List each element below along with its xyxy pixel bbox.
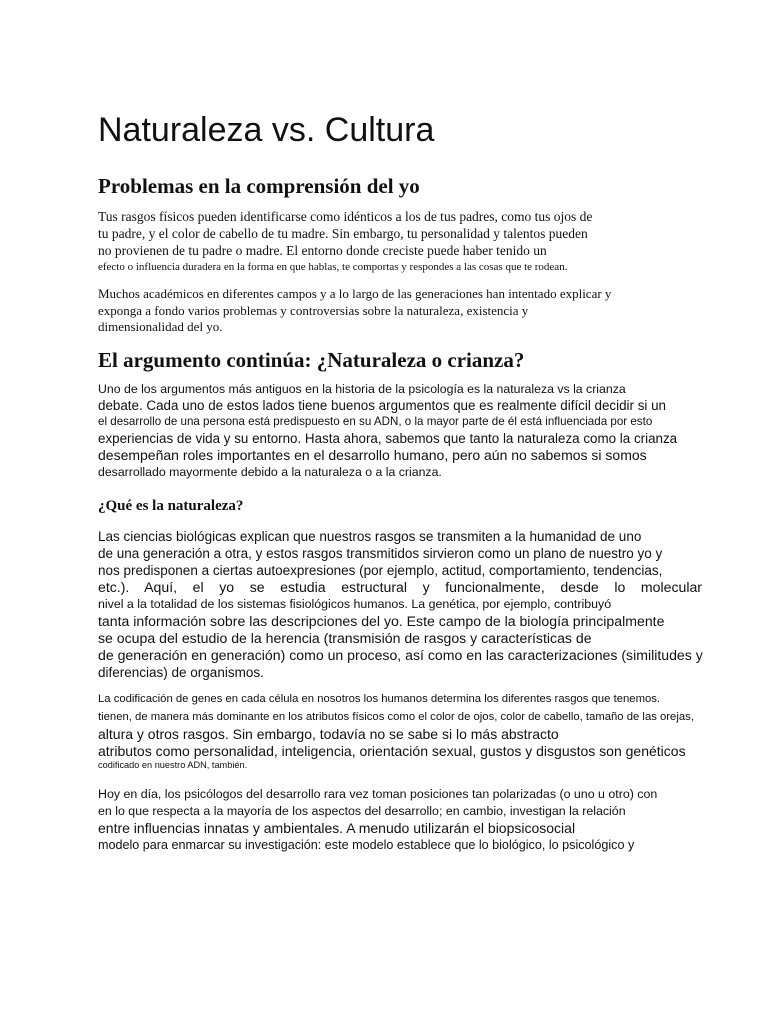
paragraph-line: Las ciencias biológicas explican que nuestros rasgos se transmiten a la humanidad de uno bbox=[98, 529, 642, 544]
paragraph-developmental-psychologists bbox=[98, 786, 657, 854]
paragraph-line: efecto o influencia duradera en la forma en que hablas, te comportas y respondes a las cosas que te rodean. bbox=[98, 261, 568, 273]
paragraph-line: modelo para enmarcar su investigación: este modelo establece que lo biológico, lo psicológico y bbox=[98, 838, 635, 852]
paragraph-nature-vs-nurture bbox=[98, 381, 677, 480]
paragraph-line: codificado en nuestro ADN, también. bbox=[98, 760, 248, 770]
paragraph-line: altura y otros rasgos. Sin embargo, todavía no se sabe si lo más abstracto bbox=[98, 726, 559, 742]
section-heading-nature: ¿Qué es la naturaleza? bbox=[98, 498, 244, 514]
paragraph-physical-traits bbox=[98, 208, 592, 275]
paragraph-line: Muchos académicos en diferentes campos y a lo largo de las generaciones han intentado explicar y bbox=[98, 286, 612, 301]
paragraph-line: el desarrollo de una persona está predispuesto en su ADN, o la mayor parte de él está influenciada por esto bbox=[98, 415, 653, 428]
section-heading-argument: El argumento continúa: ¿Naturaleza o crianza? bbox=[98, 348, 525, 372]
section-heading-problems: Problemas en la comprensión del yo bbox=[98, 174, 420, 198]
paragraph-line: dimensionalidad del yo. bbox=[98, 319, 223, 334]
paragraph-line: de generación en generación) como un proceso, así como en las caracterizaciones (similitudes y bbox=[98, 647, 703, 663]
paragraph-line: desarrollado mayormente debido a la naturaleza o a la crianza. bbox=[98, 464, 442, 479]
paragraph-line: en lo que respecta a la mayoría de los aspectos del desarrollo; en cambio, investigan la relación bbox=[98, 804, 626, 818]
paragraph-biological-sciences bbox=[98, 528, 703, 681]
paragraph-line: tu padre, y el color de cabello de tu madre. Sin embargo, tu personalidad y talentos pueden bbox=[98, 226, 588, 241]
paragraph-line: tanta información sobre las descripciones del yo. Este campo de la biología principalmente bbox=[98, 613, 665, 629]
paragraph-line: Hoy en día, los psicólogos del desarrollo rara vez toman posiciones tan polarizadas (o uno u otro) con bbox=[98, 787, 658, 801]
paragraph-line: La codificación de genes en cada célula en nosotros los humanos determina los diferentes rasgos que tenemos. bbox=[98, 693, 661, 705]
paragraph-line: tienen, de manera más dominante en los atributos físicos como el color de ojos, color de cabello, tamaño de las orejas, bbox=[98, 711, 694, 723]
paragraph-line: nivel a la totalidad de los sistemas fisiológicos humanos. La genética, por ejemplo, contribuyó bbox=[98, 597, 612, 611]
paragraph-line: Tus rasgos físicos pueden identificarse como idénticos a los de tus padres, como tus ojos de bbox=[98, 209, 593, 224]
paragraph-line: etc.). Aquí, el yo se estudia estructural y funcionalmente, desde lo molecular bbox=[98, 579, 702, 595]
paragraph-line: Uno de los argumentos más antiguos en la historia de la psicología es la naturaleza vs la crianza bbox=[98, 382, 626, 396]
paragraph-line: de una generación a otra, y estos rasgos transmitidos sirvieron como un plano de nuestro yo y bbox=[98, 546, 663, 561]
paragraph-line: exponga a fondo varios problemas y controversias sobre la naturaleza, existencia y bbox=[98, 302, 529, 318]
paragraph-line: debate. Cada uno de estos lados tiene buenos argumentos que es realmente difícil decidir si un bbox=[98, 397, 666, 413]
document-title: Naturaleza vs. Cultura bbox=[98, 111, 435, 149]
paragraph-line: experiencias de vida y su entorno. Hasta ahora, sabemos que tanto la naturaleza como la crianza bbox=[98, 430, 678, 446]
paragraph-line: entre influencias innatas y ambientales. A menudo utilizarán el biopsicosocial bbox=[98, 820, 576, 836]
paragraph-gene-coding bbox=[98, 690, 694, 771]
paragraph-line: se ocupa del estudio de la herencia (transmisión de rasgos y características de bbox=[98, 630, 592, 646]
paragraph-line: desempeñan roles importantes en el desarrollo humano, pero aún no sabemos si somos bbox=[98, 447, 647, 463]
paragraph-line: nos predisponen a ciertas autoexpresiones (por ejemplo, actitud, comportamiento, tendencias, bbox=[98, 563, 663, 578]
paragraph-line: diferencias) de organismos. bbox=[98, 665, 264, 680]
paragraph-academics bbox=[98, 286, 611, 336]
paragraph-line: no provienen de tu padre o madre. El entorno donde creciste puede haber tenido un bbox=[98, 243, 547, 258]
paragraph-line: atributos como personalidad, inteligencia, orientación sexual, gustos y disgustos son genéticos bbox=[98, 742, 686, 759]
